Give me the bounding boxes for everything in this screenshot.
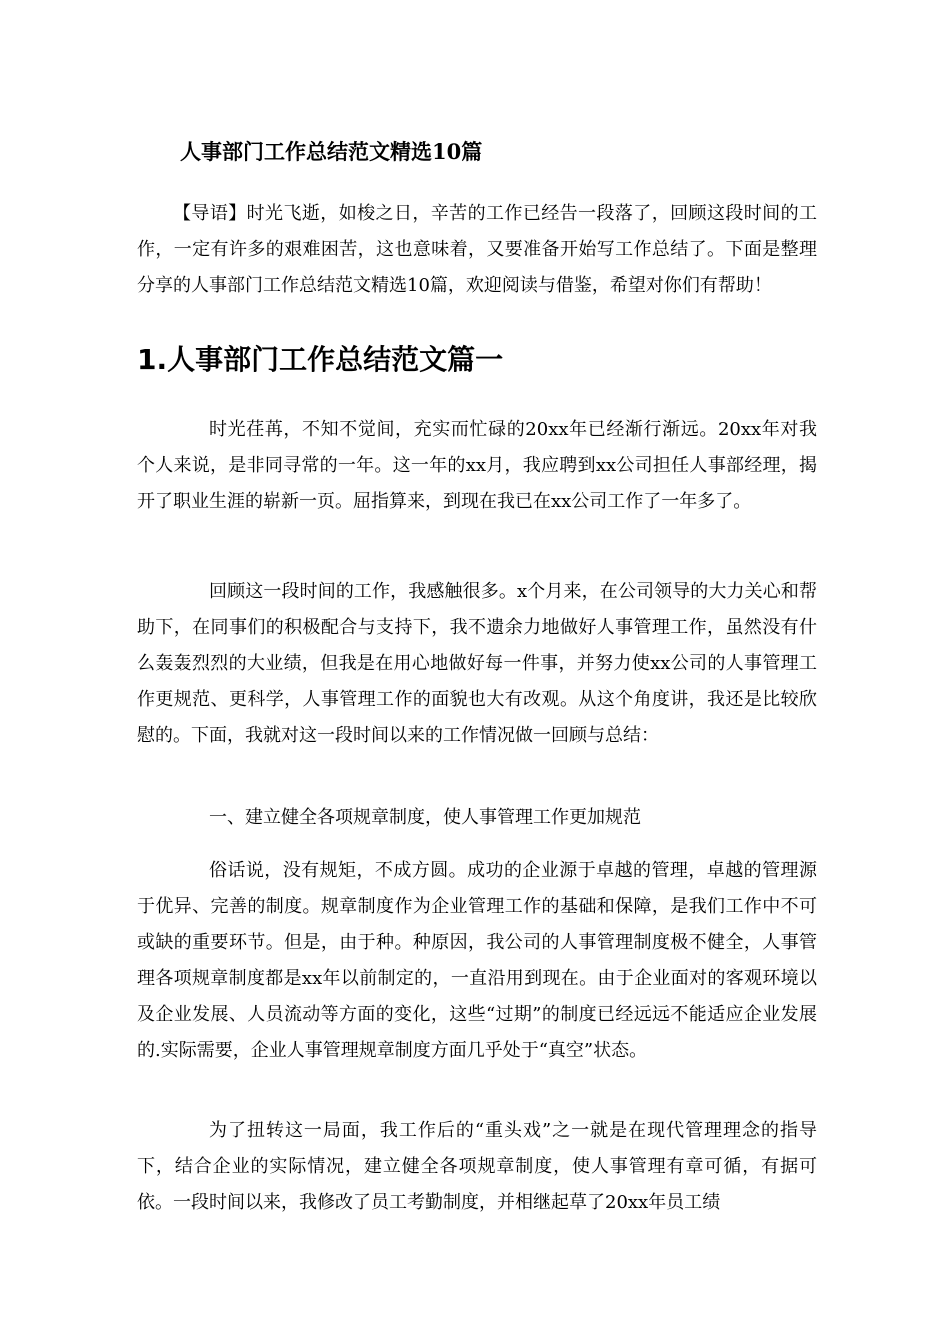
body-paragraph-2: 回顾这一段时间的工作，我感触很多。x个月来，在公司领导的大力关心和帮助下，在同事们的积极配合与支持下，我不遗余力地做好人事管理工作，虽然没有什么轰轰烈烈的大业绩，但我是在用心地做好每一件事，并努力使xx公司的人事管理工作更规范、更科学，人事管理工作的面貌也大有改观。从这个角度讲，我还是比较欣慰的。下面，我就对这一段时间以来的工作情况做一回顾与总结： (137, 581, 817, 746)
body-paragraph-3: 俗话说，没有规矩，不成方圆。成功的企业源于卓越的管理，卓越的管理源于优异、完善的制度。规章制度作为企业管理工作的基础和保障，是我们工作中不可或缺的重要环节。但是，由于种。种原因，我公司的人事管理制度极不健全，人事管理各项规章制度都是xx年以前制定的，一直沿用到现在。由于企业面对的客观环境以及企业发展、人员流动等方面的变化，这些“过期”的制度已经远远不能适应企业发展的.实际需要，企业人事管理规章制度方面几乎处于“真空”状态。 (137, 860, 817, 1061)
subsection-heading: 一、建立健全各项规章制度，使人事管理工作更加规范 (209, 807, 641, 828)
intro-paragraph: 【导语】时光飞逝，如梭之日，辛苦的工作已经告一段落了，回顾这段时间的工作，一定有许多的艰难困苦，这也意味着，又要准备开始写工作总结了。下面是整理分享的人事部门工作总结范文精选10篇，欢迎阅读与借鉴，希望对你们有帮助！ (137, 203, 817, 296)
section-heading: 1.人事部门工作总结范文篇一 (137, 343, 504, 376)
body-paragraph-4: 为了扭转这一局面，我工作后的“重头戏”之一就是在现代管理理念的指导下，结合企业的实际情况，建立健全各项规章制度，使人事管理有章可循，有据可依。一段时间以来，我修改了员工考勤制度，并相继起草了20xx年员工绩 (137, 1120, 817, 1213)
body-paragraph-1: 时光荏苒，不知不觉间，充实而忙碌的20xx年已经渐行渐远。20xx年对我个人来说，是非同寻常的一年。这一年的xx月，我应聘到xx公司担任人事部经理，揭开了职业生涯的崭新一页。屈指算来，到现在我已在xx公司工作了一年多了。 (137, 419, 817, 512)
document-title: 人事部门工作总结范文精选10篇 (180, 139, 483, 164)
